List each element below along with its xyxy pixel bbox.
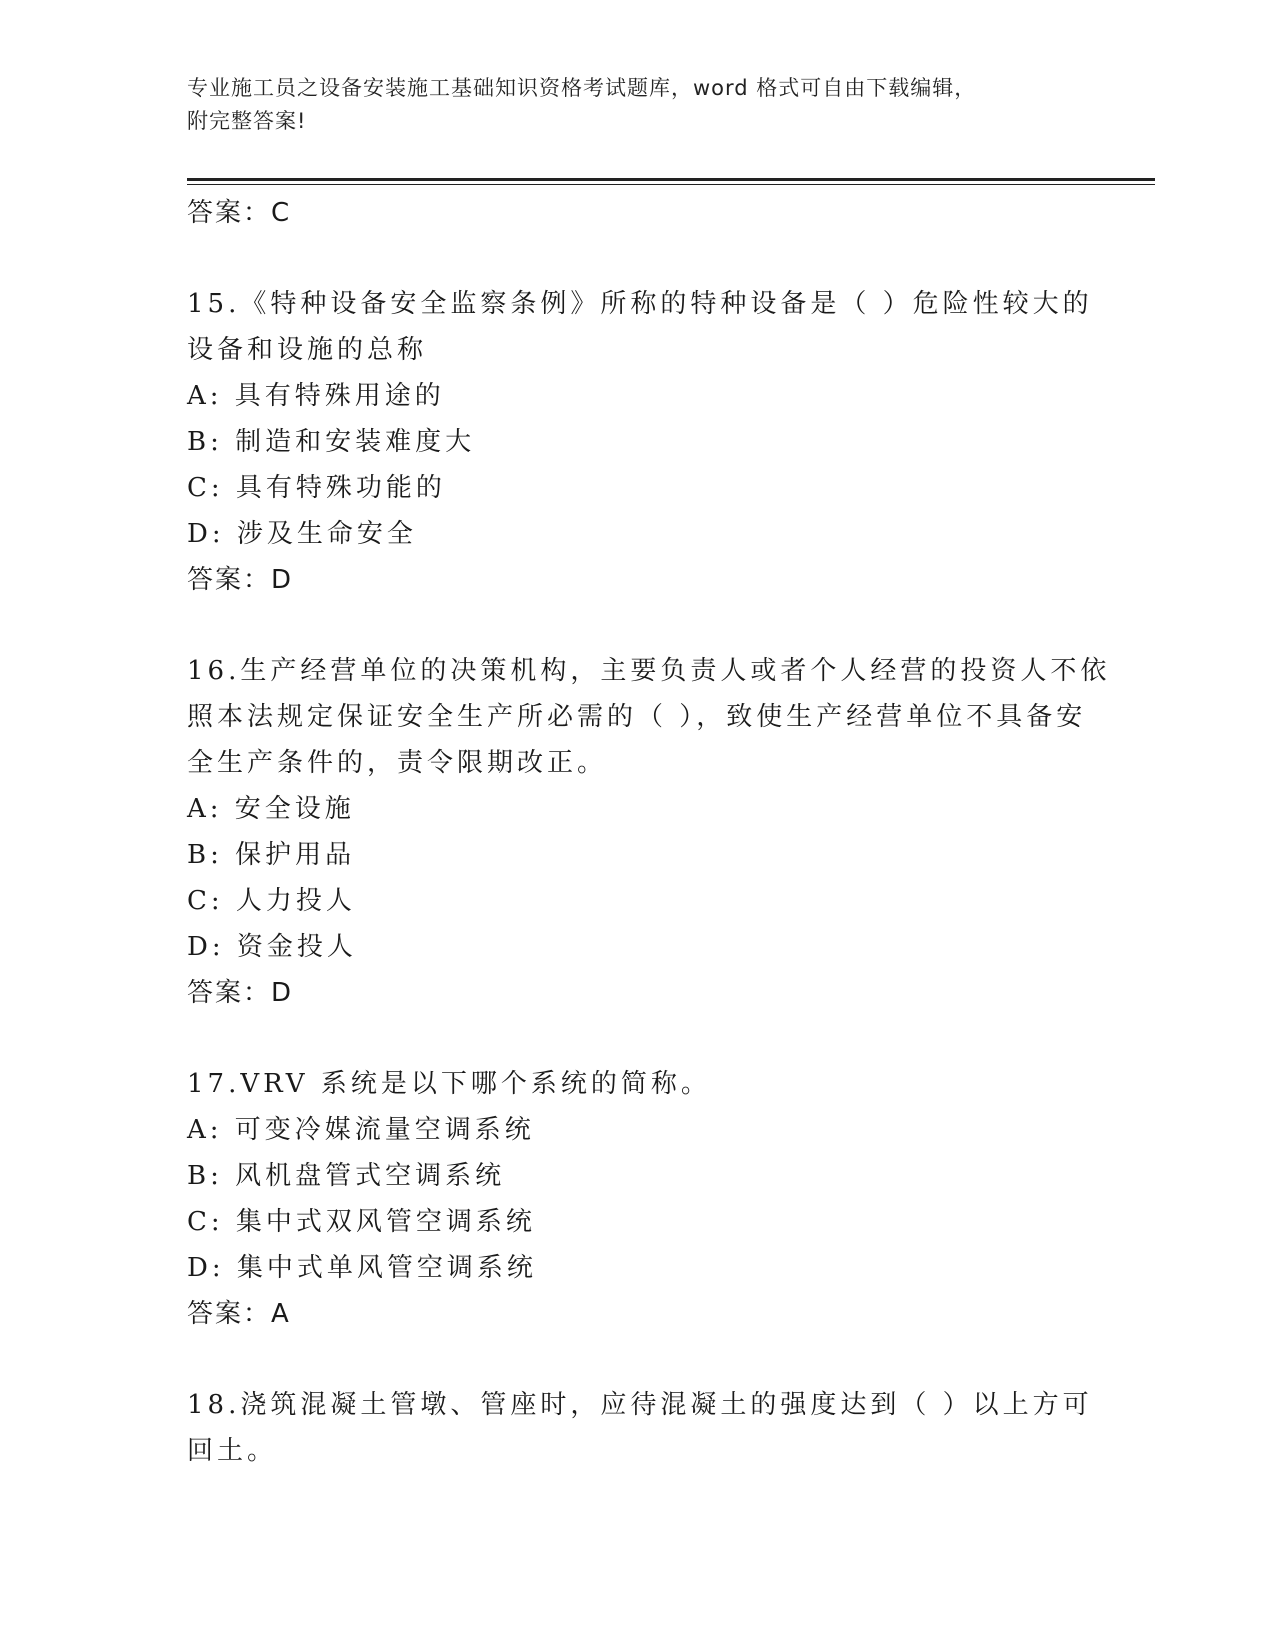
header-line-2: 附完整答案! [187,109,307,133]
question-15 [187,281,1093,603]
option-c: C: 具有特殊功能的 [187,473,446,503]
question-stem-line: 16.生产经营单位的决策机构，主要负责人或者个人经营的投资人不依 [187,656,1111,686]
answer-line: 答案：A [187,1299,291,1329]
question-17 [187,1061,1087,1337]
header-line-1: 专业施工员之设备安装施工基础知识资格考试题库，word 格式可自由下载编辑， [187,76,977,100]
option-b: B: 风机盘管式空调系统 [187,1161,506,1191]
question-18 [187,1382,1093,1474]
question-stem-line: 18.浇筑混凝土管墩、管座时，应待混凝土的强度达到（ ）以上方可 [187,1390,1093,1420]
option-c: C: 集中式双风管空调系统 [187,1207,536,1237]
header-rule-thin [187,184,1155,185]
question-stem-line: 全生产条件的，责令限期改正。 [187,748,608,778]
option-a: A: 可变冷媒流量空调系统 [187,1115,535,1145]
question-stem-line: 17.VRV 系统是以下哪个系统的简称。 [187,1069,711,1099]
option-a: A: 具有特殊用途的 [187,381,445,411]
option-a: A: 安全设施 [187,794,355,824]
question-stem-line: 设备和设施的总称 [187,335,428,365]
answer-line: 答案：D [187,978,294,1008]
option-b: B: 制造和安装难度大 [187,427,476,457]
question-16 [187,648,1111,1016]
header-rule-thick [187,178,1155,181]
question-list [187,190,1111,1474]
option-c: C: 人力投人 [187,886,356,916]
option-d: D: 涉及生命安全 [187,519,417,549]
option-d: D: 集中式单风管空调系统 [187,1253,537,1283]
question-stem-line: 回土。 [187,1436,278,1466]
document-header [187,72,1087,138]
question-stem-line: 照本法规定保证安全生产所必需的（ ），致使生产经营单位不具备安 [187,702,1087,732]
answer-line: 答案：D [187,565,294,595]
option-b: B: 保护用品 [187,840,356,870]
option-d: D: 资金投人 [187,932,357,962]
answer-line: 答案：C [187,198,292,228]
question-stem-line: 15.《特种设备安全监察条例》所称的特种设备是（ ）危险性较大的 [187,289,1093,319]
